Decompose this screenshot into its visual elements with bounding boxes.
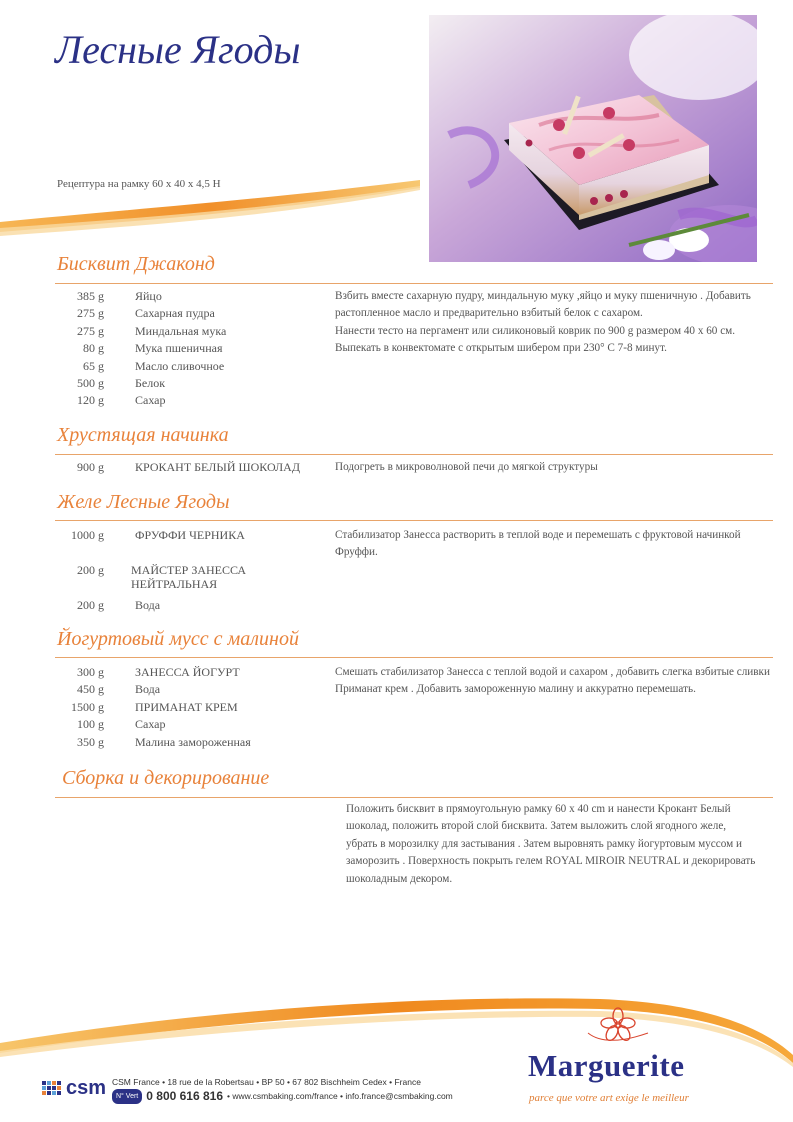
instructions-biscuit [335, 288, 775, 358]
section-divider [55, 283, 773, 284]
section-title-biscuit: Бисквит Джаконд [57, 253, 215, 275]
instruction-paragraph: Нанести тесто на пергамент или силиконовый коврик по 900 g размером 40 x 60 см. [335, 324, 736, 337]
ingredients-list-biscuit [57, 288, 226, 410]
ingredients-list-crunchy [57, 459, 300, 476]
ingredient-row: 120 g Сахар [77, 393, 166, 408]
footer-phone: 0 800 616 816 [146, 1089, 224, 1103]
subtitle: Рецептура на рамку 60 x 40 x 4,5 H [57, 178, 221, 190]
csm-logo [42, 1077, 106, 1100]
brand-name: Marguerite [528, 1048, 685, 1083]
ingredients-list-yogurt-mousse [57, 664, 251, 751]
footer-web-email: • www.csmbaking.com/france • info.france@csmbaking.com [227, 1091, 453, 1101]
footer-address: CSM France • 18 rue de la Robertsau • BP 50 • 67 802 Bischheim Cedex • France [112, 1077, 421, 1087]
csm-grid-icon [42, 1081, 64, 1097]
section-divider [55, 797, 773, 798]
ingredient-row: 500 g Белок [77, 376, 166, 391]
ingredient-row: 275 g Сахарная пудра [77, 306, 215, 321]
instructions-crunchy [335, 459, 775, 476]
ingredient-row: 900 g КРОКАНТ БЕЛЫЙ ШОКОЛАД [77, 460, 301, 474]
ingredient-row: 275 g Миндальная мука [77, 323, 227, 338]
instructions-jelly [335, 527, 775, 562]
instructions-yogurt-mousse [335, 664, 775, 699]
section-divider [55, 520, 773, 521]
instruction-paragraph: Выпекать в конвектомате с открытым шибером при 230° C 7-8 минут. [335, 342, 667, 355]
section-title-jelly: Желе Лесные Ягоды [57, 491, 230, 513]
ingredient-row: 350 g Малина замороженная [77, 734, 251, 749]
section-title-yogurt-mousse: Йогуртовый мусс с малиной [57, 628, 299, 650]
brand-tagline: parce que votre art exige le meilleur [529, 1092, 689, 1104]
cake-photo [429, 15, 757, 262]
ingredient-row: 100 g Сахар [77, 717, 166, 732]
section-title-crunchy: Хрустящая начинка [57, 424, 229, 446]
instruction-paragraph: Взбить вместе сахарную пудру, миндальную муку ,яйцо и муку пшеничную . Добавить растопленное масло и предварительно взбитый белок с сахаром. [335, 290, 751, 320]
ingredient-row: 385 g Яйцо [77, 289, 162, 303]
csm-logo-text: csm [66, 1077, 107, 1099]
ingredient-row: 200 g МАЙСТЕР ЗАНЕССА [77, 563, 247, 577]
section-divider [55, 657, 773, 658]
no-vert-badge: N° Vert [112, 1089, 142, 1104]
ingredient-row: 80 g Мука пшеничная [83, 341, 223, 356]
page-title: Лесные Ягоды [55, 27, 301, 72]
ingredient-row: 300 g ЗАНЕССА ЙОГУРТ [77, 665, 240, 679]
ingredient-row: НЕЙТРАЛЬНАЯ [131, 577, 218, 592]
section-title-assembly: Сборка и декорирование [62, 767, 270, 789]
instruction-paragraph: Положить бисквит в прямоугольную рамку 60 x 40 cm и нанести Крокант Белый шоколад, положить второй слой бисквита. Затем выложить слой ягодного желе, убрать в морозилку для застывания . Затем выровнять рамку йогуртовым муссом и заморозить . Поверхность покрыть гелем ROYAL MIROIR NEUTRAL и декорировать шоколадным декором. [346, 803, 756, 885]
ingredient-row: 200 g Вода [77, 598, 161, 613]
footer-contacts [112, 1076, 453, 1104]
instruction-paragraph: Стабилизатор Занесса растворить в теплой воде и перемешать с фруктовой начинкой Фруффи. [335, 529, 741, 559]
section-divider [55, 454, 773, 455]
instruction-paragraph: Подогреть в микроволновой печи до мягкой структуры [335, 461, 598, 473]
ingredients-list-jelly [57, 527, 246, 615]
instructions-assembly [346, 801, 756, 888]
ingredient-row: 65 g Масло сливочное [83, 358, 225, 373]
ingredient-row: 1000 g ФРУФФИ ЧЕРНИКА [71, 528, 245, 542]
ingredient-row: 450 g Вода [77, 682, 161, 697]
instruction-paragraph: Смешать стабилизатор Занесса с теплой водой и сахаром , добавить слегка взбитые сливки Приманат крем . Добавить замороженную малину и аккуратно перемешать. [335, 666, 770, 696]
ingredient-row: 1500 g ПРИМАНАТ КРЕМ [71, 699, 238, 714]
